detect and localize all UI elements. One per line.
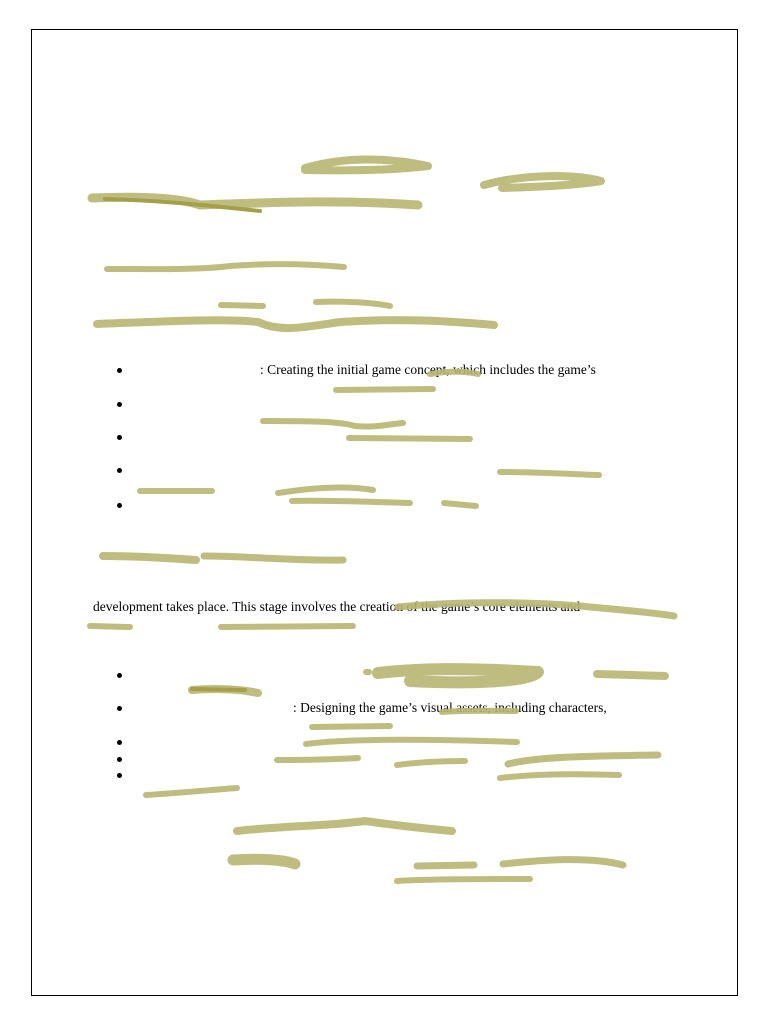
list-bullet — [117, 503, 122, 508]
list-bullet — [117, 740, 122, 745]
list-bullet — [117, 773, 122, 778]
list-item-art-text: : Designing the game’s visual assets, including characters, — [293, 700, 607, 715]
list-bullet — [117, 706, 122, 711]
list-item-concept-text: : Creating the initial game concept, which includes the game’s — [260, 362, 596, 377]
document-page — [31, 29, 738, 996]
list-bullet — [117, 402, 122, 407]
list-bullet — [117, 468, 122, 473]
list-bullet — [117, 435, 122, 440]
list-bullet — [117, 673, 122, 678]
list-bullet — [117, 368, 122, 373]
paragraph-production-text: development takes place. This stage involves the creation of the game’s core elements and — [93, 599, 581, 614]
list-bullet — [117, 757, 122, 762]
